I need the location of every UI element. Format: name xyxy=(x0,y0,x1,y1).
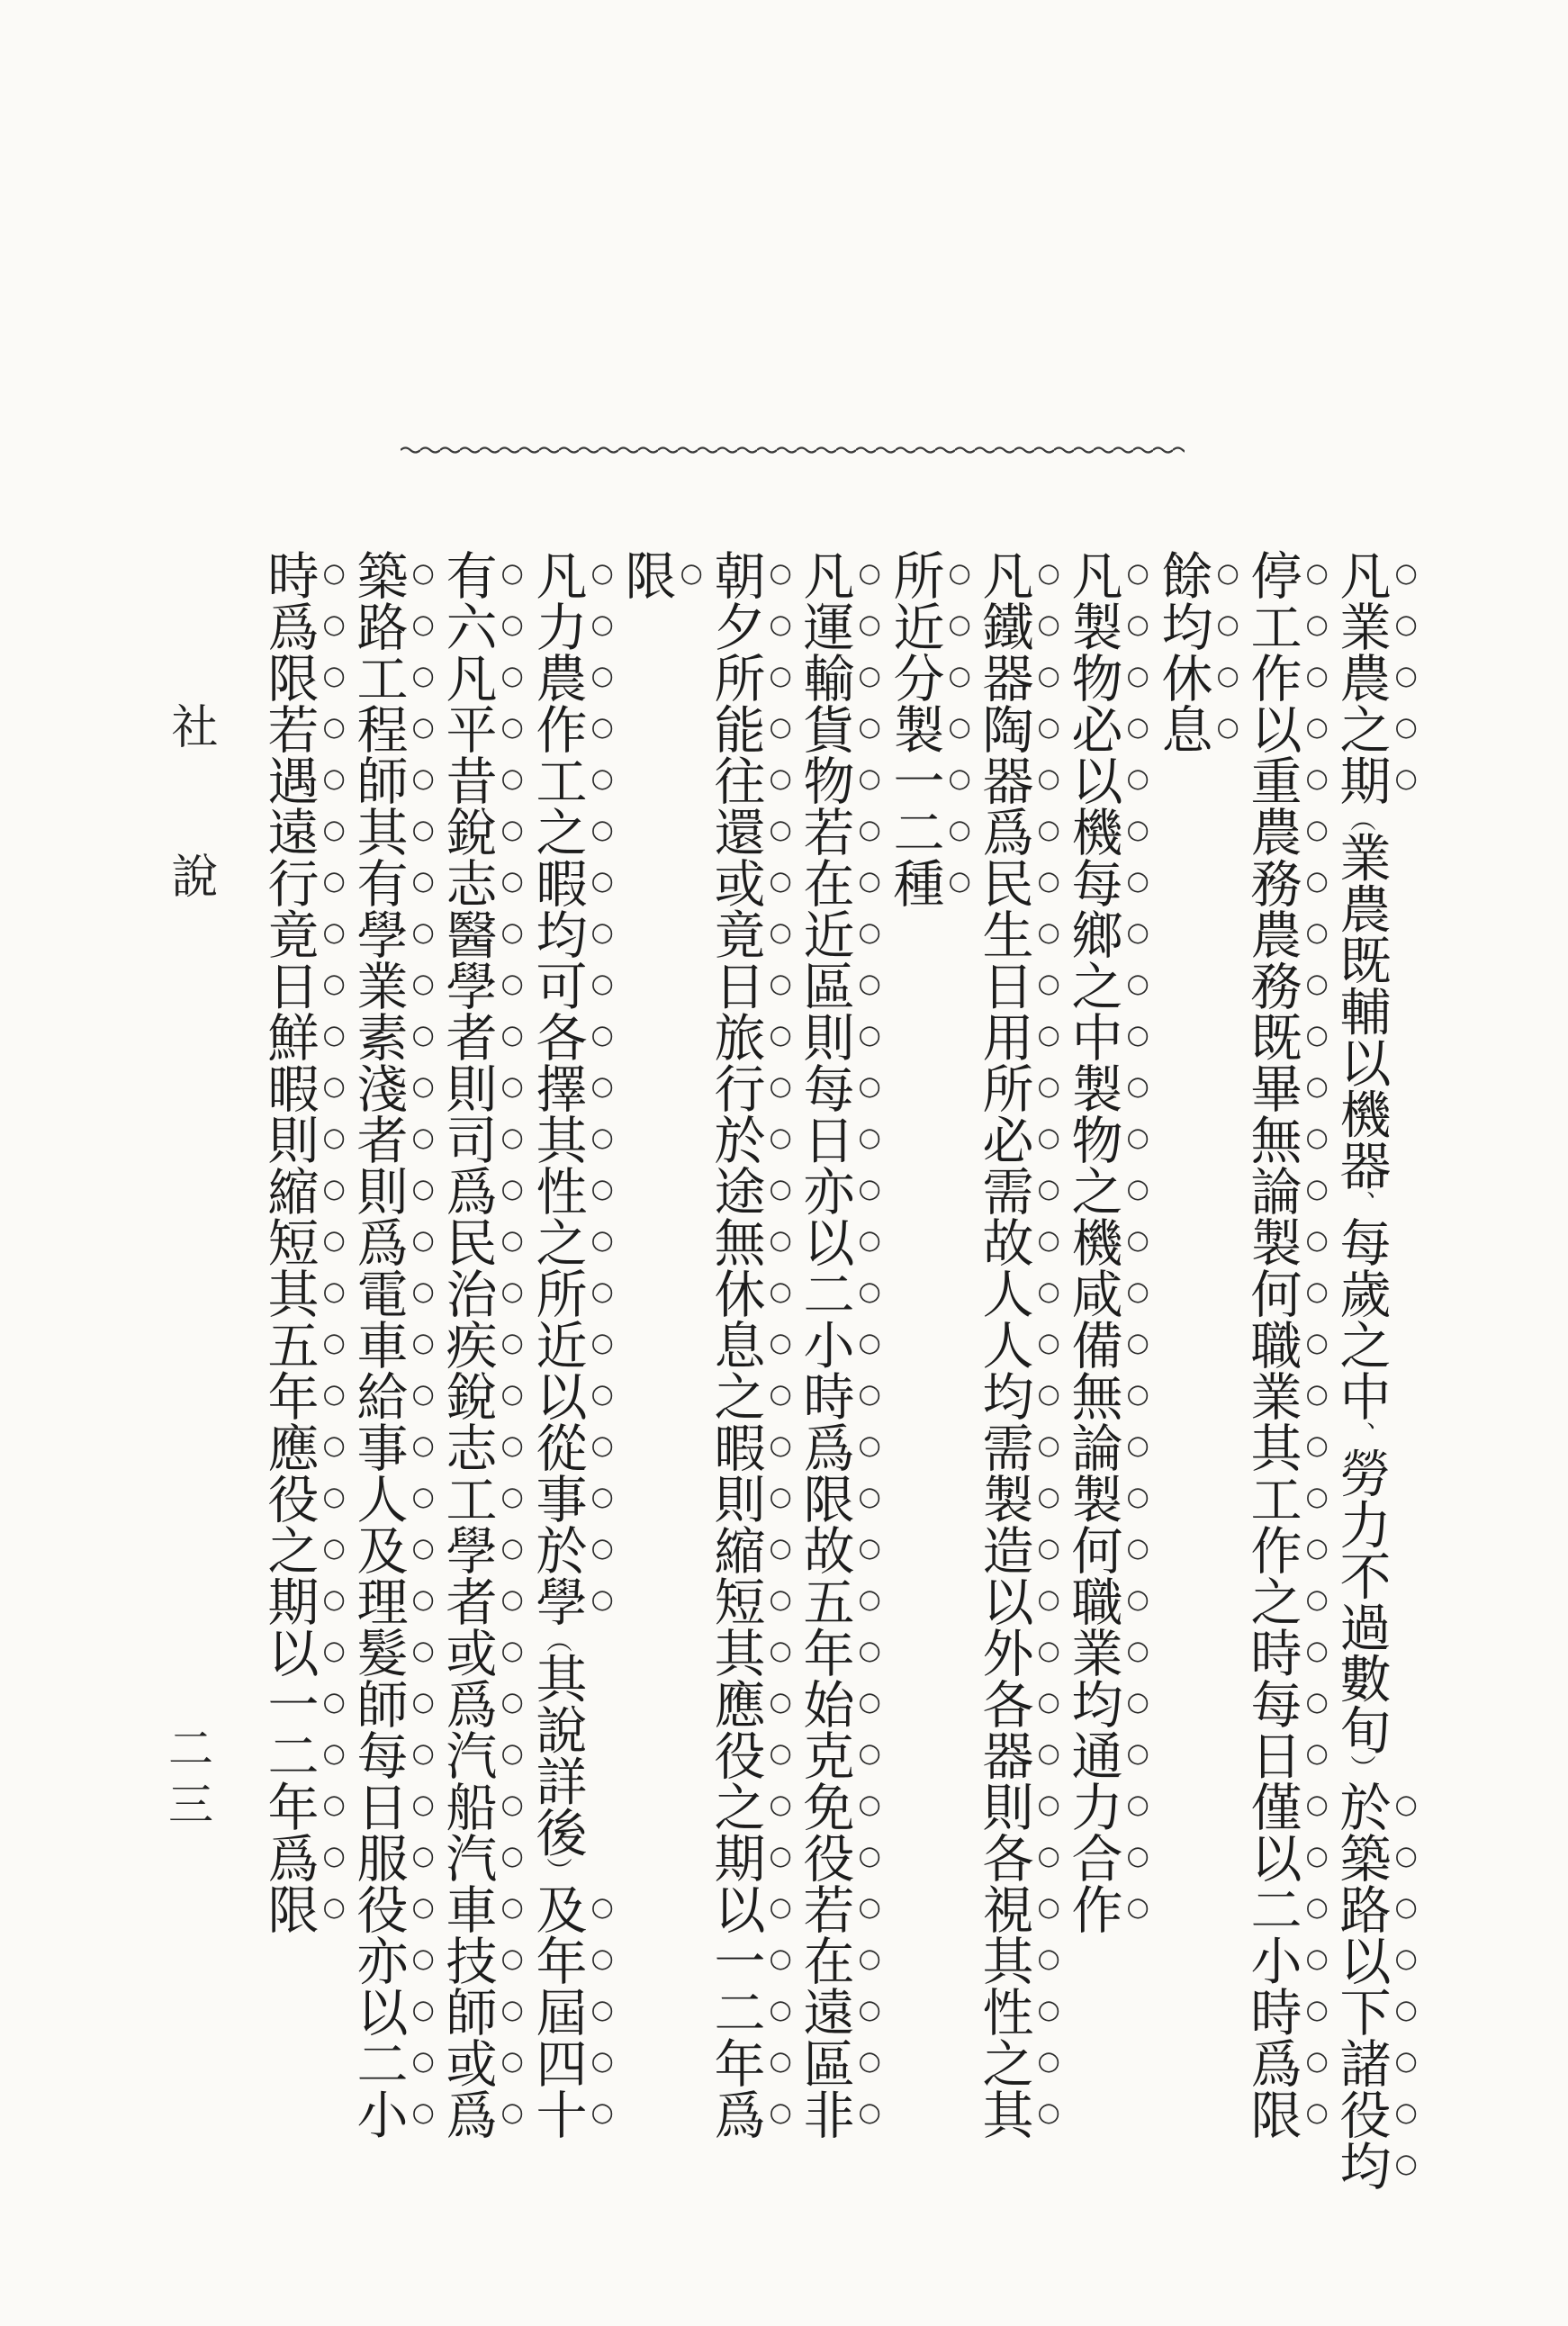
body-column-8: 朝夕所能往還或竟日旅行於途無休息之暇則縮短其應役之期以一二年爲 xyxy=(706,549,765,2140)
inline-note: （業農既輔以機器、每歲之中、勞力不過數旬） xyxy=(1331,806,1391,1781)
body-column-13: 時爲限若遇遠行竟日鮮暇則縮短其五年應役之期以一二年爲限 xyxy=(259,549,319,1934)
punctuation-mark: （ xyxy=(543,1627,572,1653)
running-head: 社說 xyxy=(163,702,217,1001)
body-column-2: 停工作以重農務農務既畢無論製何職業其工作之時每日僅以二小時爲限 xyxy=(1242,549,1302,2140)
body-column-11: 有六凡平昔銳志醫學者則司爲民治疾銳志工學者或爲汽船汽車技師或爲 xyxy=(437,549,497,2140)
body-column-9: 限 xyxy=(617,549,676,600)
punctuation-mark: ） xyxy=(543,1857,572,1883)
body-column-4: 凡製物必以機每鄉之中製物之機咸備無論製何職業均通力合作 xyxy=(1063,549,1122,1934)
body-column-10: 凡力農作工之暇均可各擇其性之所近以從事於學（其說詳後）及年屆四十 xyxy=(527,549,587,2140)
punctuation-mark: 、 xyxy=(1347,1190,1376,1216)
punctuation-mark: ） xyxy=(1347,1754,1376,1781)
body-column-6: 所近分製一二種 xyxy=(885,549,944,908)
body-column-7: 凡運輸貨物若在近區則每日亦以二小時爲限故五年始克免役若在遠區非 xyxy=(795,549,854,2140)
body-column-12: 築路工程師其有學業素淺者則爲電車給事人及理髮師每日服役亦以二小 xyxy=(348,549,408,2140)
page-number: 二三 xyxy=(161,1725,213,1836)
body-column-1: 凡業農之期（業農既輔以機器、每歲之中、勞力不過數旬）於築路以下諸役均 xyxy=(1331,549,1391,2191)
body-column-3: 餘均休息 xyxy=(1153,549,1212,754)
punctuation-mark: 、 xyxy=(1347,1421,1376,1447)
inline-note: （其說詳後） xyxy=(527,1627,587,1883)
body-column-5: 凡鐵器陶器爲民生日用所必需故人人均需製造以外各器則各視其性之其 xyxy=(974,549,1033,2140)
punctuation-mark: （ xyxy=(1347,806,1376,832)
wavy-divider xyxy=(401,442,1185,458)
